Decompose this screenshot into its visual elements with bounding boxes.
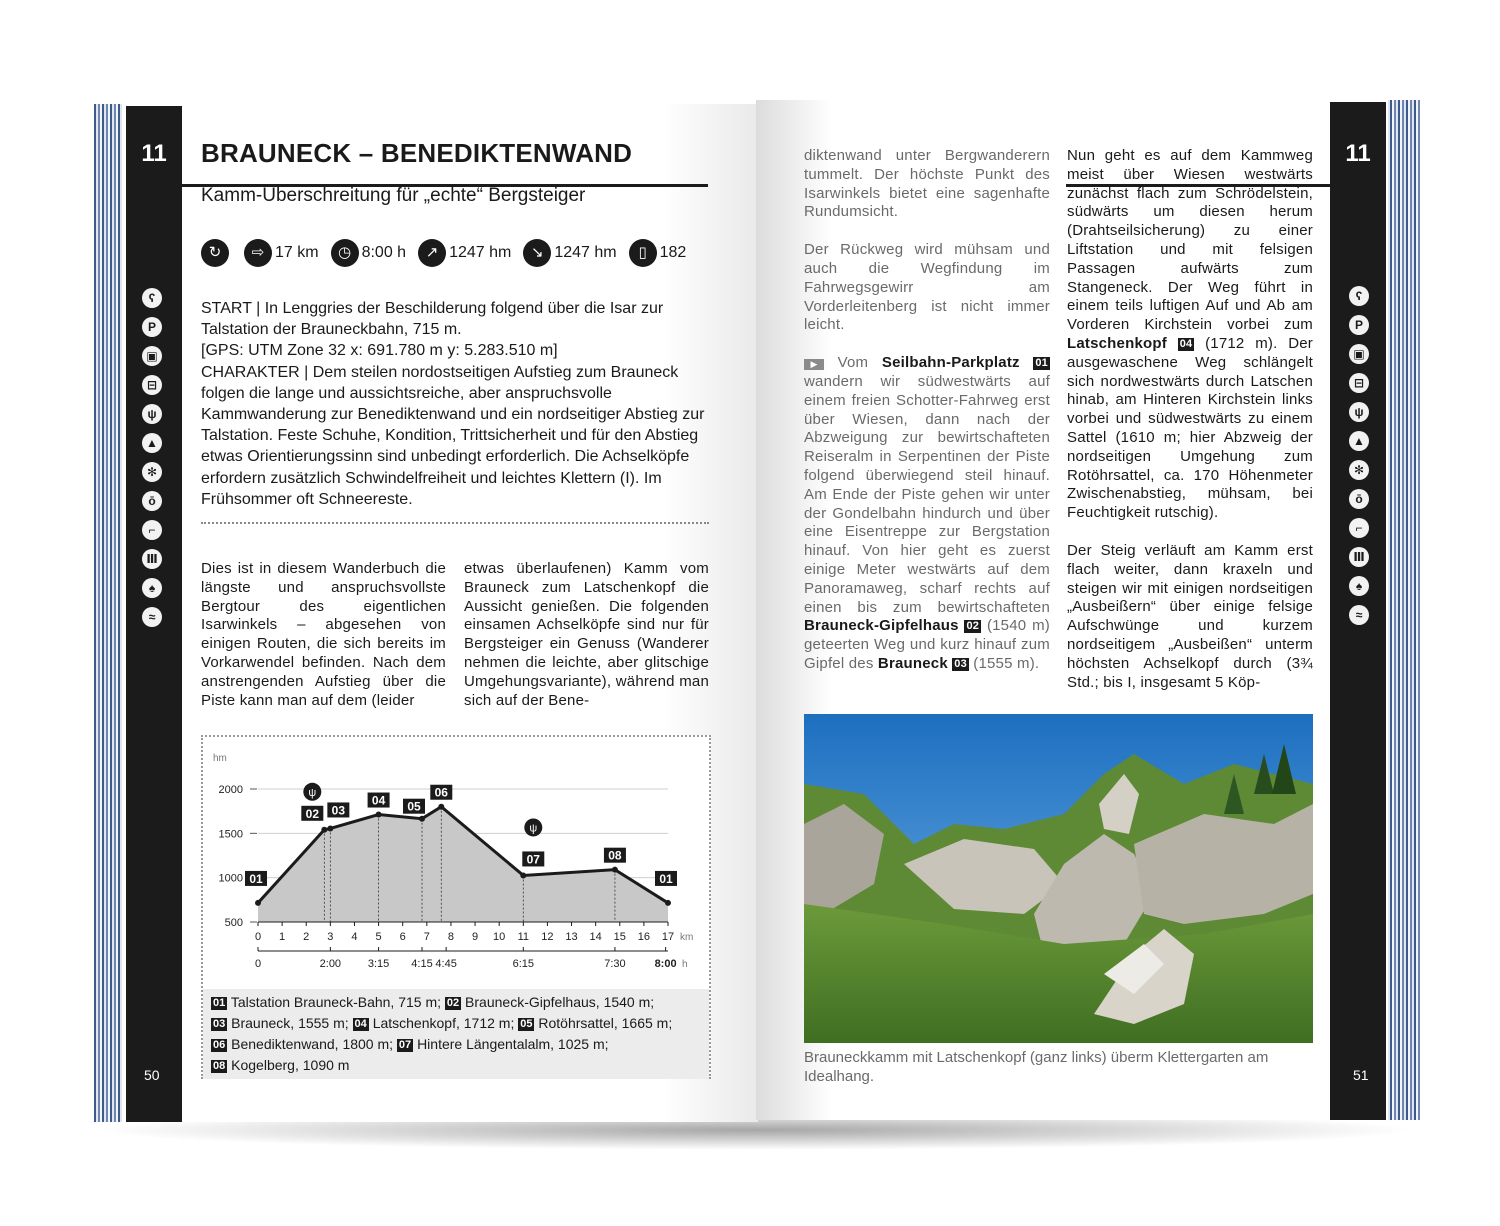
- x-tick-label: 16: [637, 931, 651, 943]
- legend-item: 01 Talstation Brauneck-Bahn, 715 m;: [213, 994, 442, 1010]
- page-edges-right: [1384, 100, 1420, 1120]
- character-text: Dem steilen nordostseitigen Aufstieg zum Brauneck folgen die lange und aussichtsreiche, aber anspruchsvolle Kammwanderung zur Benediktenwand und ein nordseitiger Abstieg zur Talstation. Feste Schuhe, Kondition, Trittsicherheit und für den Abstieg etwas Orientierungssinn sind unbedingt erforderlich. Die Achselköpfe erfordern zusätzlich Schwindelfreiheit und leichtes Klettern (I). Im Frühsommer oft Schneereste.: [201, 363, 705, 508]
- stat-time: ◷ 8:00 h: [331, 239, 406, 267]
- time-axis-unit: h: [682, 959, 688, 970]
- page-title: BRAUNECK – BENEDIKTENWAND: [201, 138, 633, 168]
- restaurant-icon-glyph: ψ: [308, 786, 317, 799]
- tree-icon: ♠: [142, 578, 162, 598]
- profile-point: [255, 900, 261, 906]
- legend-item: 03 Brauneck, 1555 m;: [213, 1015, 349, 1031]
- cable-car-icon: ⊟: [1349, 373, 1369, 393]
- map-book-icon: ▯: [629, 239, 657, 267]
- swimming-icon: ≈: [1349, 605, 1369, 625]
- profile-point: [665, 900, 671, 906]
- tour-number-right: 11: [1330, 114, 1386, 194]
- y-axis-unit: hm: [213, 753, 227, 764]
- stat-loop: [201, 239, 232, 267]
- hut-icon: ▲: [142, 433, 162, 453]
- time-tick-label: 6:15: [512, 958, 535, 970]
- waypoint-label: 01: [249, 871, 263, 886]
- x-tick-label: 10: [493, 931, 506, 943]
- page-number-left: 50: [144, 1067, 160, 1083]
- bus-icon: ▣: [142, 346, 162, 366]
- x-tick-label: 1: [279, 931, 286, 943]
- waypoint-label: 07: [526, 852, 540, 867]
- stat-descent: ↘ 1247 hm: [523, 239, 616, 267]
- x-tick-label: 11: [517, 931, 530, 943]
- right-col2: [1067, 147, 1313, 692]
- x-tick-label: 3: [327, 931, 334, 943]
- signpost-icon: ⇨: [244, 239, 272, 267]
- left-text-col1: Dies ist in diesem Wanderbuch die längste und anspruchsvollste Bergtour des eigentlichen Isarwinkels – abgesehen von einigen Routen, die sich bereits im Vorkarwendel befinden. Nach dem anstrengenden Aufstieg über die Piste kann man auf dem (leider: [201, 560, 446, 709]
- profile-point: [520, 872, 526, 878]
- x-tick-label: 13: [565, 931, 578, 943]
- descent-icon: ↘: [523, 239, 551, 267]
- time-tick-label: 2:00: [319, 958, 342, 970]
- bed-icon: ⌐: [1349, 518, 1369, 538]
- loop-icon: ↻: [201, 239, 229, 267]
- profile-point: [438, 804, 444, 810]
- waypoint-label: 08: [608, 848, 622, 863]
- right-paragraph-3: ▶ Vom Seilbahn-Parkplatz 01 wandern wir südwestwärts auf einem freien Schotter-Fahrweg erst über Wiesen, dann nach der Abzweigung zur bewirtschafteten Reiseralm in Serpentinen der Piste folgend überwiegend steil hinauf. Am Ende der Piste gehen wir unter der Gondelbahn hindurch und über eine Eisentreppe zur Bergstation hinauf. Von hier geht es zuerst einige Meter westwärts auf dem Panoramaweg, scharf rechts auf einen bis zum bewirtschafteten Brauneck-Gipfelhaus 02 (1540 m) geteerten Weg und kurz hinauf zum Gipfel des Brauneck 03 (1555 m).: [804, 354, 1050, 672]
- tree-icon: ♠: [1349, 576, 1369, 596]
- time-tick-label: 7:30: [604, 958, 626, 970]
- waypoint-label: 06: [434, 785, 448, 800]
- x-tick-label: 0: [254, 931, 262, 943]
- time-tick-label: 3:15: [367, 958, 390, 970]
- y-tick-label: 1000: [218, 872, 243, 885]
- x-tick-label: 5: [375, 931, 382, 943]
- legend-item: 07 Hintere Längentalalm, 1025 m;: [398, 1036, 609, 1052]
- landscape-photo: [804, 714, 1313, 1043]
- x-tick-label: 7: [423, 931, 430, 943]
- waypoint-label: 03: [331, 803, 346, 818]
- y-tick-label: 2000: [218, 784, 243, 796]
- legend-item: 05 Rotöhrsattel, 1665 m;: [520, 1015, 673, 1031]
- time-tick-label: 8:00: [654, 958, 677, 970]
- character-label: CHARAKTER: [201, 363, 300, 381]
- right-paragraph-2: Der Rückweg wird mühsam und auch die Wegfindung im Fahrwegsgewirr am Vorderleitenberg ist nicht immer leicht.: [804, 241, 1050, 334]
- waypoint-label: 05: [407, 799, 421, 814]
- profile-point: [321, 827, 327, 833]
- right-col1: [804, 147, 1050, 674]
- tour-number-left: 11: [126, 114, 182, 194]
- left-text-col2: etwas überlaufenen) Kamm vom Brauneck zum Latschenkopf die Aussicht genießen. Die folgenden einsamen Achselköpfe sind nur für Bergsteiger ein Genuss (Wanderer nehmen die leichte, aber glitschige Umgehungsvariante), während man sich auf der Bene-: [464, 560, 709, 709]
- waypoint-label: 04: [371, 793, 386, 808]
- x-axis-unit: km: [680, 932, 694, 943]
- x-tick-label: 15: [613, 931, 626, 943]
- stat-ascent: ↗ 1247 hm: [418, 239, 511, 267]
- bear-icon: ʕ: [1349, 286, 1369, 306]
- restaurant-icon: ψ: [1349, 402, 1369, 422]
- profile-point: [612, 867, 618, 873]
- restaurant-icon: ψ: [142, 404, 162, 424]
- elevation-profile-chart: [203, 737, 709, 987]
- time-tick-label: 4:15: [411, 958, 433, 970]
- x-tick-label: 8: [447, 931, 455, 943]
- x-tick-label: 17: [661, 931, 675, 943]
- legend-item: 08 Kogelberg, 1090 m: [213, 1057, 350, 1073]
- profile-legend: [203, 989, 709, 1079]
- start-label: START: [201, 300, 252, 317]
- time-tick-label: 4:45: [435, 958, 457, 970]
- waypoint-label: 02: [305, 806, 320, 821]
- stats-row: [201, 239, 686, 267]
- x-tick-label: 6: [399, 931, 406, 943]
- x-tick-label: 9: [471, 931, 479, 943]
- legend-item: 04 Latschenkopf, 1712 m;: [354, 1015, 515, 1031]
- right-paragraph-1: diktenwand unter Bergwanderern tummelt. Der höchste Punkt des Isarwinkels bietet eine sagenhafte Rundumsicht.: [804, 147, 1050, 221]
- hut-icon: ▲: [1349, 431, 1369, 451]
- x-tick-label: 14: [589, 931, 602, 943]
- ascent-icon: ↗: [418, 239, 446, 267]
- gps-coordinates: [GPS: UTM Zone 32 x: 691.780 m y: 5.283.510 m]: [201, 342, 558, 360]
- x-tick-label: 12: [541, 931, 554, 943]
- snowflake-icon: ✻: [1349, 460, 1369, 480]
- tour-info: START | In Lenggries der Beschilderung folgend über die Isar zur Talstation der Brauneckbahn, 715 m. [GPS: UTM Zone 32 x: 691.780 m y: 5.283.510 m] CHARAKTER | Dem steilen nordostseitigen Aufstieg zum Brauneck folgen die lange und aussichtsreiche, aber anspruchsvolle Kammwanderung zur Benediktenwand und ein nordseitiger Abstieg zur Talstation. Feste Schuhe, Kondition, Trittsicherheit und für den Abstieg etwas Orientierungssinn sind unbedingt erforderlich. Die Achselköpfe erfordern zusätzlich Schwindelfreiheit und leichtes Klettern (I). Im Frühsommer oft Schneereste.: [201, 300, 705, 508]
- y-tick-label: 500: [224, 917, 243, 929]
- info-separator: [201, 522, 709, 524]
- right-paragraph-4: Nun geht es auf dem Kammweg meist über Wiesen westwärts zunächst flach zum Schrödelstein, südwärts um diesen herum (Drahtseilsicherung) zu einer Liftstation und mit felsigen Passagen aufwärts zum Stangeneck. Der Weg führt in einem teils luftigen Auf und Ab am Vorderen Kirchstein vorbei zum Latschenkopf 04 (1712 m). Der ausgewaschene Weg schlängelt sich nordwestwärts durch Latschen hinab, am Hinteren Kirchstein links vorbei und südwestwärts zu einem Sattel (1610 m; hier Abzweig der nordseitigen Umgehung zum Rotöhrsattel, ca. 170 Höhenmeter Zwischenabstieg, mühsam, bei Feuchtigkeit rutschig).: [1067, 147, 1313, 522]
- x-tick-label: 4: [351, 931, 358, 943]
- cable-car-icon: ⊟: [142, 375, 162, 395]
- restaurant-icon-glyph: ψ: [529, 822, 538, 835]
- x-tick-label: 2: [303, 931, 310, 943]
- museum-icon: Ⅲ: [142, 549, 162, 569]
- right-paragraph-5: Der Steig verläuft am Kamm erst flach weiter, dann kraxeln und steigen wir mit einigen nordseitigen „Ausbeißern“ über einige felsige Aufschwünge und kurzem nordseitigem „Ausbeißen“ unterm höchsten Achselkopf durch (3¾ Std.; bis I, insgesamt 5 Köp-: [1067, 541, 1313, 691]
- bear-icon: ʕ: [142, 288, 162, 308]
- parking-icon: P: [142, 317, 162, 337]
- profile-point: [327, 825, 333, 831]
- bike-icon: ō: [142, 491, 162, 511]
- swimming-icon: ≈: [142, 607, 162, 627]
- photo-caption: Brauneckkamm mit Latschenkopf (ganz links) überm Klettergarten am Idealhang.: [804, 1049, 1269, 1085]
- sidebar-icons-left: [142, 288, 164, 627]
- snowflake-icon: ✻: [142, 462, 162, 482]
- y-tick-label: 1500: [218, 828, 243, 841]
- time-tick-label: 0: [254, 958, 262, 970]
- legend-item: 06 Benediktenwand, 1800 m;: [213, 1036, 394, 1052]
- page-number-right: 51: [1353, 1067, 1369, 1083]
- page-subtitle: Kamm-Überschreitung für „echte“ Bergsteiger: [201, 185, 586, 206]
- waypoint-label: 01: [659, 871, 673, 886]
- parking-icon: P: [1349, 315, 1369, 335]
- bus-icon: ▣: [1349, 344, 1369, 364]
- bed-icon: ⌐: [142, 520, 162, 540]
- clock-icon: ◷: [331, 239, 359, 267]
- bike-icon: ō: [1349, 489, 1369, 509]
- sidebar-icons-right: [1349, 286, 1371, 625]
- stat-distance: ⇨ 17 km: [244, 239, 319, 267]
- museum-icon: Ⅲ: [1349, 547, 1369, 567]
- stat-map-page: ▯ 182: [629, 239, 687, 267]
- profile-point: [376, 812, 382, 818]
- play-icon: ▶: [804, 359, 824, 370]
- profile-point: [419, 816, 425, 822]
- legend-item: 02 Brauneck-Gipfelhaus, 1540 m;: [446, 994, 655, 1010]
- start-text: In Lenggries der Beschilderung folgend über die Isar zur Talstation der Brauneckbahn, 715 m.: [201, 300, 664, 339]
